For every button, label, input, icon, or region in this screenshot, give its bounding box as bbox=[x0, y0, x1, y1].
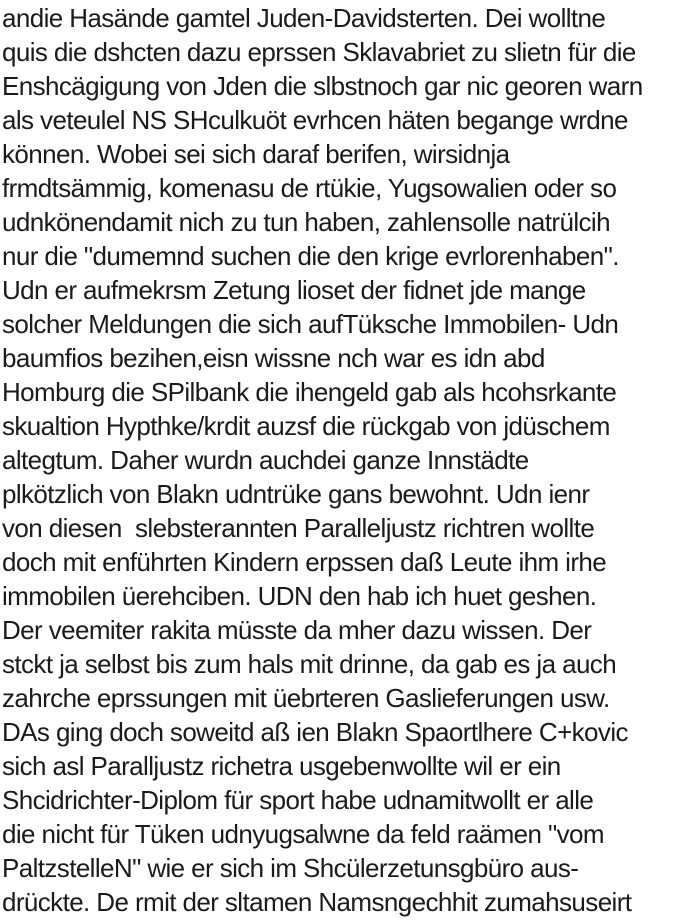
text-line: baumfios bezihen,eisn wissne nch war es idn abd bbox=[2, 343, 545, 373]
text-line: stckt ja selbst bis zum hals mit drinne, da gab es ja auch bbox=[2, 649, 617, 679]
text-line: Udn er aufmekrsm Zetung lioset der fidnet jde mange bbox=[2, 275, 586, 305]
text-line: plkötzlich von Blakn udntrüke gans bewohnt. Udn ienr bbox=[2, 479, 590, 509]
text-line: können. Wobei sei sich daraf berifen, wirsidnja bbox=[2, 139, 510, 169]
text-line: zahrche eprssungen mit üebrteren Gaslieferungen usw. bbox=[2, 683, 610, 713]
text-line: altegtum. Daher wurdn auchdei ganze Innstädte bbox=[2, 445, 529, 475]
text-line: frmdtsämmig, komenasu de rtükie, Yugsowalien oder so bbox=[2, 173, 617, 203]
text-line: Enshcägigung von Jden die slbstnoch gar nic georen warn bbox=[2, 71, 643, 101]
text-line: als veteulel NS SHculkuöt evrhcen häten begange wrdne bbox=[2, 105, 628, 135]
text-line: solcher Meldungen die sich aufTüksche Immobilen- Udn bbox=[2, 309, 619, 339]
text-line: immobilen üerehciben. UDN den hab ich huet geshen. bbox=[2, 581, 597, 611]
text-line: DAs ging doch soweitd aß ien Blakn Spaortlhere C+kovic bbox=[2, 717, 628, 747]
text-line: udnkönendamit nich zu tun haben, zahlensolle natrülcih bbox=[2, 207, 610, 237]
text-line: PaltzstelleN" wie er sich im Shcülerzetunsgbüro aus- bbox=[2, 853, 579, 883]
text-line: Homburg die SPilbank die ihengeld gab als hcohsrkante bbox=[2, 377, 617, 407]
text-line: Shcidrichter-Diplom für sport habe udnamitwollt er alle bbox=[2, 785, 594, 815]
text-line: sich asl Paralljustz richetra usgebenwollte wil er ein bbox=[2, 751, 561, 781]
text-line: nur die "dumemnd suchen die den krige evrlorenhaben". bbox=[2, 241, 619, 271]
text-line: quis die dshcten dazu eprssen Sklavabriet zu slietn für die bbox=[2, 37, 636, 67]
text-line: die nicht für Tüken udnyugsalwne da feld raämen "vom bbox=[2, 819, 604, 849]
text-line: Der veemiter rakita müsste da mher dazu wissen. Der bbox=[2, 615, 592, 645]
text-line: drückte. De rmit der sltamen Namsngechhit zumahsuseirt bbox=[2, 887, 632, 917]
text-line: doch mit enführten Kindern erpssen daß Leute ihm irhe bbox=[2, 547, 607, 577]
text-line: skualtion Hypthke/krdit auzsf die rückgab von jdüschem bbox=[2, 411, 610, 441]
text-line: von diesen slebsterannten Paralleljustz richtren wollte bbox=[2, 513, 595, 543]
text-line: andie Hasände gamtel Juden-Davidsterten. Dei wolltne bbox=[2, 3, 606, 33]
